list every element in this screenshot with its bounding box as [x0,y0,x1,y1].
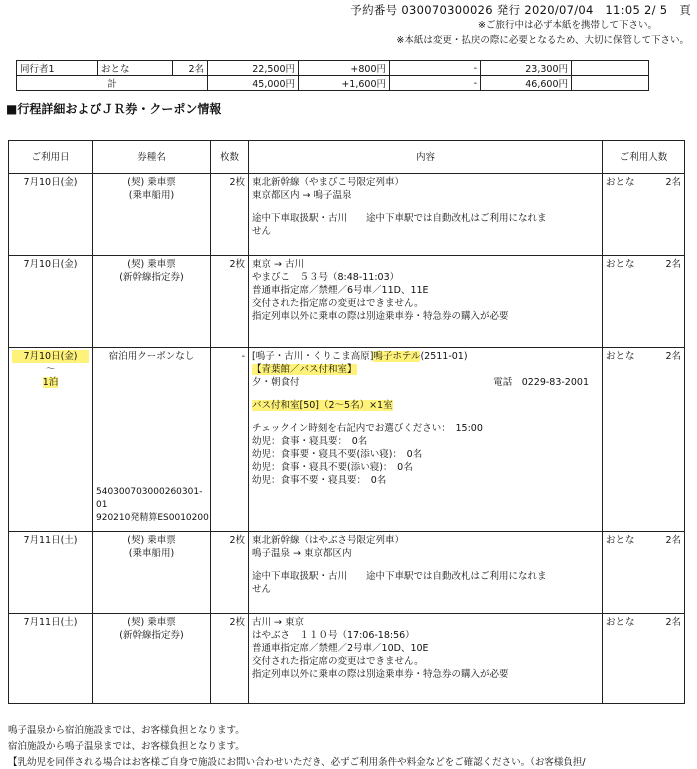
itinerary-header-row [9,141,685,174]
table-row [9,614,685,704]
people-count: 2名 [665,177,681,188]
content-line: 途中下車取扱駅・古川 途中下車駅では自動改札はご利用になれま [252,213,547,224]
header-ticket-type: 券種名 [93,141,211,174]
meals: 夕・朝食付 [252,377,300,388]
reservation-header: 予約番号 030070300026 発行 2020/07/04 11:05 2/ 5 頁 [350,3,691,17]
infant-line: 幼児：食事要・寝具不要(添い寝)： 0名 [252,449,423,460]
summary-cell: 同行者1 [17,61,98,76]
table-row [9,174,685,256]
footer-note: 鳴子温泉から宿泊施設までは、お客様負担となります。 [8,725,245,736]
content-line: 交付された指定席の変更はできません。 [252,298,424,309]
content-line: 東京 → 古川 [252,259,304,270]
row-date [9,348,93,532]
row-people [603,614,685,704]
room-type: 【青葉館／バス付和室】 [252,364,357,375]
summary-cell: 2名 [173,61,208,76]
people-count: 2名 [665,535,681,546]
content-line: 指定列車以外に乗車の際は別途乗車券・特急券の購入が必要 [252,311,509,322]
table-row [9,532,685,614]
ticket-type-sub: (新幹線指定券) [119,272,184,283]
summary-cell: 45,000円 [208,76,299,91]
header-count: 枚数 [211,141,249,174]
summary-cell [572,61,649,76]
content-line: やまびこ ５３号（8:48-11:03） [252,272,400,283]
stay-range-mark: ～ [45,364,56,375]
row-date: 7月11日(土) [9,614,93,704]
row-ticket-type [93,348,211,532]
table-row [9,256,685,348]
summary-cell: 22,500円 [208,61,299,76]
row-ticket-type [93,532,211,614]
row-people [603,174,685,256]
room-detail: バス付和室[50]（2～5名）×1室 [252,400,393,411]
row-date: 7月10日(金) [9,174,93,256]
voucher-codes [96,486,210,525]
row-people [603,256,685,348]
summary-cell: +1,600円 [299,76,390,91]
content-line: せん [252,584,272,595]
header-people: ご利用人数 [603,141,685,174]
content-line: 東京都区内 → 鳴子温泉 [252,190,352,201]
stay-date: 7月10日(金) [12,350,89,363]
hotel-name: 鳴子ホテル [373,351,421,362]
row-count: 2枚 [211,174,249,256]
summary-row-companion [17,61,649,76]
people-label: おとな [606,259,635,270]
content-line: はやぶさ １１０号（17:06-18:56） [252,630,415,641]
people-count: 2名 [665,259,681,270]
row-content [249,174,603,256]
hotel-phone: 電話 0229-83-2001 [493,377,589,388]
row-count: - [211,348,249,532]
content-line: 指定列車以外に乗車の際は別途乗車券・特急券の購入が必要 [252,669,509,680]
people-label: おとな [606,535,635,546]
keep-notice: ※本紙は変更・払戻の際に必要となるため、大切に保管して下さい。 [396,35,689,46]
footer-note: 【乳幼児を同伴される場合はお客様ご自身で施設にお問い合わせいただき、必ずご利用条件や料金などをご確認ください。（お客様負担/ [8,757,586,768]
row-ticket-type [93,256,211,348]
ticket-type-line: (契) 乗車票 [127,617,176,628]
checkin-time: チェックイン時刻を右記内でお選びください： 15:00 [252,423,483,434]
hotel-area: [鳴子・古川・くりこま高原] [252,351,374,362]
row-count: 2枚 [211,532,249,614]
content-line: 古川 → 東京 [252,617,304,628]
meals-line [252,376,599,389]
summary-cell [572,76,649,91]
stay-nights: 1泊 [42,377,59,388]
carry-notice: ※ご旅行中は必ず本紙を携帯して下さい。 [478,20,657,31]
row-ticket-type [93,614,211,704]
content-line: 東北新幹線（やまびこ号限定列車） [252,177,405,188]
content-line: 普通車指定席／禁煙／2号車／10D、10E [252,643,429,654]
content-line: 鳴子温泉 → 東京都区内 [252,548,352,559]
summary-total-label: 計 [17,76,208,91]
content-line: 途中下車取扱駅・古川 途中下車駅では自動改札はご利用になれま [252,571,547,582]
ticket-type-sub: (乗車船用) [128,548,175,559]
table-row [9,348,685,532]
ticket-type-line: 宿泊用クーポンなし [108,351,195,362]
infant-line: 幼児：食事・寝具不要(添い寝)： 0名 [252,462,413,473]
row-content [249,614,603,704]
infant-line: 幼児：食事・寝具要： 0名 [252,436,368,447]
header-content: 内容 [249,141,603,174]
summary-row-total [17,76,649,91]
people-label: おとな [606,617,635,628]
summary-cell: - [390,76,481,91]
section-title: ■行程詳細およびＪＲ券・クーポン情報 [6,102,222,116]
people-count: 2名 [665,351,681,362]
ticket-type-sub: (新幹線指定券) [119,630,184,641]
content-line: 交付された指定席の変更はできません。 [252,656,424,667]
hotel-line [252,350,599,363]
row-ticket-type [93,174,211,256]
itinerary-table [8,140,685,704]
ticket-type-line: (契) 乗車票 [127,177,176,188]
row-count: 2枚 [211,256,249,348]
content-line: せん [252,226,272,237]
summary-cell: 23,300円 [481,61,572,76]
row-date: 7月10日(金) [9,256,93,348]
row-content [249,532,603,614]
ticket-type-line: (契) 乗車票 [127,259,176,270]
footer-note: 宿泊施設から鳴子温泉までは、お客様負担となります。 [8,741,245,752]
row-people [603,348,685,532]
people-label: おとな [606,351,635,362]
summary-cell: 46,600円 [481,76,572,91]
voucher-code: 920210発精算ES0010200 [96,513,209,523]
row-count: 2枚 [211,614,249,704]
row-content [249,348,603,532]
row-date: 7月11日(土) [9,532,93,614]
content-line: 普通車指定席／禁煙／6号車／11D、11E [252,285,429,296]
ticket-type-sub: (乗車船用) [128,190,175,201]
voucher-code: 540300703000260301-01 [96,487,203,510]
row-content [249,256,603,348]
summary-cell: おとな [98,61,173,76]
hotel-code: (2511-01) [420,351,468,362]
content-line: 東北新幹線（はやぶさ号限定列車） [252,535,405,546]
summary-cell: +800円 [299,61,390,76]
infant-line: 幼児：食事不要・寝具要： 0名 [252,475,387,486]
people-count: 2名 [665,617,681,628]
fare-summary-table [16,60,649,91]
ticket-type-line: (契) 乗車票 [127,535,176,546]
row-people [603,532,685,614]
people-label: おとな [606,177,635,188]
header-date: ご利用日 [9,141,93,174]
summary-cell: - [390,61,481,76]
